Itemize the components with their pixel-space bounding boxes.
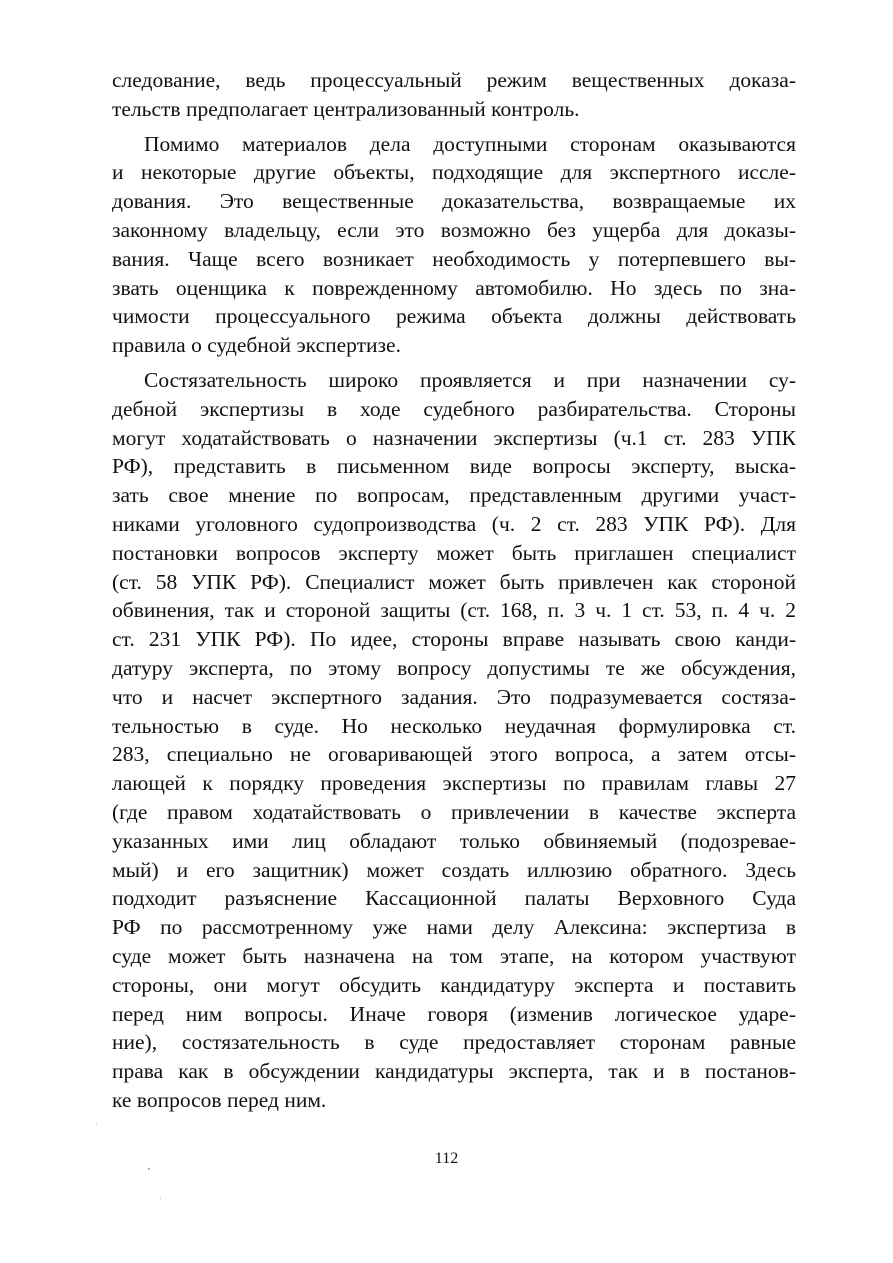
text-line: Помимо материалов дела доступными сторонам оказываются (144, 131, 796, 156)
text-line: 283, специально не оговаривающей этого вопроса, а затем отсы- (112, 742, 796, 767)
text-line: тельностью в суде. Но несколько неудачная формулировка ст. (112, 713, 796, 738)
text-line: ст. 231 УПК РФ). По идее, стороны вправе называть свою канди- (112, 627, 796, 652)
text-line: дования. Это вещественные доказательства, возвращаемые их (112, 189, 796, 214)
text-line: дебной экспертизы в ходе судебного разбирательства. Стороны (112, 396, 796, 421)
text-line: постановки вопросов эксперту может быть приглашен специалист (112, 540, 796, 565)
paragraph (112, 130, 796, 360)
text-line: РФ), представить в письменном виде вопросы эксперту, выска- (112, 454, 796, 479)
text-line: (ст. 58 УПК РФ). Специалист может быть привлечен как стороной (112, 569, 796, 594)
text-line: Состязательность широко проявляется и при назначении су- (144, 367, 796, 392)
text-line: (где правом ходатайствовать о привлечении в качестве эксперта (112, 799, 796, 824)
text-line: ке вопросов перед ним. (112, 1087, 327, 1112)
text-line: вания. Чаще всего возникает необходимость у потерпевшего вы- (112, 246, 796, 271)
text-line: перед ним вопросы. Иначе говоря (изменив логическое ударе- (112, 1001, 796, 1026)
paragraph (112, 66, 796, 124)
text-line: звать оценщика к поврежденному автомобилю. Но здесь по зна- (112, 275, 796, 300)
text-line: что и насчет экспертного задания. Это подразумевается состяза- (112, 684, 796, 709)
text-line: зать свое мнение по вопросам, представленным другими участ- (112, 483, 796, 508)
text-line: датуру эксперта, по этому вопросу допустимы те же обсуждения, (112, 655, 796, 680)
text-line: чимости процессуального режима объекта должны действовать (112, 304, 796, 329)
scan-speck (96, 1124, 97, 1125)
page-number: 112 (434, 1150, 459, 1167)
text-line: лающей к порядку проведения экспертизы по правилам главы 27 (112, 771, 796, 796)
paragraph (112, 366, 796, 1115)
scan-speck (148, 1168, 150, 1170)
text-line: права как в обсуждении кандидатуры эксперта, так и в постанов- (112, 1059, 796, 1084)
text-line: ние), состязательность в суде предоставляет сторонам равные (112, 1030, 796, 1055)
text-line: законному владельцу, если это возможно без ущерба для доказы- (112, 217, 796, 242)
scan-speck (160, 1198, 161, 1199)
text-line: обвинения, так и стороной защиты (ст. 168, п. 3 ч. 1 ст. 53, п. 4 ч. 2 (112, 598, 796, 623)
text-line: и некоторые другие объекты, подходящие для экспертного иссле- (112, 160, 796, 185)
text-line: тельств предполагает централизованный контроль. (112, 96, 580, 121)
text-line: могут ходатайствовать о назначении экспертизы (ч.1 ст. 283 УПК (112, 425, 796, 450)
body-text (112, 66, 796, 1115)
text-line: правила о судебной экспертизе. (112, 333, 401, 358)
text-line: следование, ведь процессуальный режим вещественных доказа- (112, 68, 796, 92)
text-line: суде может быть назначена на том этапе, на котором участвуют (112, 943, 796, 968)
text-line: мый) и его защитник) может создать иллюзию обратного. Здесь (112, 857, 796, 882)
text-line: РФ по рассмотренному уже нами делу Алексина: экспертиза в (112, 915, 796, 940)
text-line: указанных ими лиц обладают только обвиняемый (подозревае- (112, 828, 796, 853)
text-line: стороны, они могут обсудить кандидатуру эксперта и поставить (112, 972, 796, 997)
text-line: никами уголовного судопроизводства (ч. 2 ст. 283 УПК РФ). Для (112, 511, 796, 536)
text-line: подходит разъяснение Кассационной палаты Верховного Суда (112, 886, 796, 911)
